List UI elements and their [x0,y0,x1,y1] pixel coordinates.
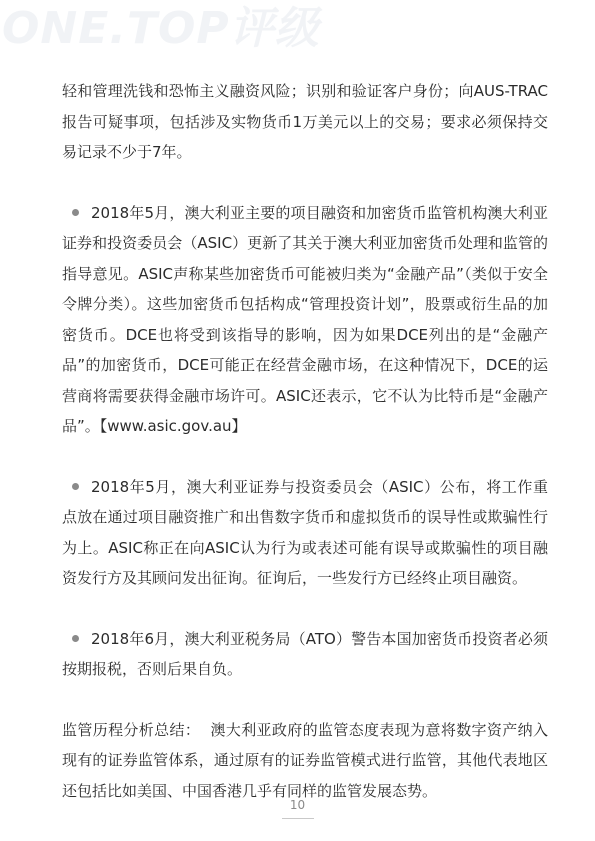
bullet-paragraph-asic-focus [62,472,548,594]
page-number: 10 [289,798,306,812]
watermark-logo: ONE.TOP评级 [2,3,320,54]
bullet-paragraph-asic-guidance [62,198,548,442]
bullet-text: 2018年6月，澳大利亚税务局（ATO）警告本国加密货币投资者必须按期报税，否则后果自负。 [62,629,548,678]
bullet-dot-icon [72,483,79,490]
summary-paragraph: 监管历程分析总结： 澳大利亚政府的监管态度表现为意将数字资产纳入现有的证券监管体系，通过原有的证券监管模式进行监管，其他代表地区还包括比如美国、中国香港几乎有同样的监管发展态势。 [62,720,548,800]
page-content [62,76,548,806]
bullet-text: 2018年5月，澳大利亚主要的项目融资和加密货币监管机构澳大利亚证券和投资委员会（ASIC）更新了其关于澳大利亚加密货币处理和监管的指导意见。ASIC声称某些加密货币可能被归类为“金融产品”（类似于安全令牌分类）。这些加密货币包括构成“管理投资计划”，股票或衍生品的加密货币。DCE也将受到该指导的影响，因为如果DCE列出的是“金融产品”的加密货币，DCE可能正在经营金融市场，在这种情况下，DCE的运营商将需要获得金融市场许可。ASIC还表示，它不认为比特币是“金融产品”。【www.asic.gov.au】 [62,203,548,435]
bullet-dot-icon [72,635,79,642]
page-number-underline [282,818,314,819]
bullet-text: 2018年5月，澳大利亚证券与投资委员会（ASIC）公布，将工作重点放在通过项目融资推广和出售数字货币和虚拟货币的误导性或欺骗性行为上。ASIC称正在向ASIC认为行为或表述可能有误导或欺骗性的项目融资发行方及其顾问发出征询。征询后，一些发行方已经终止项目融资。 [62,477,548,587]
bullet-dot-icon [72,209,79,216]
bullet-paragraph-ato-warning [62,624,548,685]
paragraph-continuation: 轻和管理洗钱和恐怖主义融资风险；识别和验证客户身份；向AUS-TRAC报告可疑事项，包括涉及实物货币1万美元以上的交易；要求必须保持交易记录不少于7年。 [62,82,548,161]
